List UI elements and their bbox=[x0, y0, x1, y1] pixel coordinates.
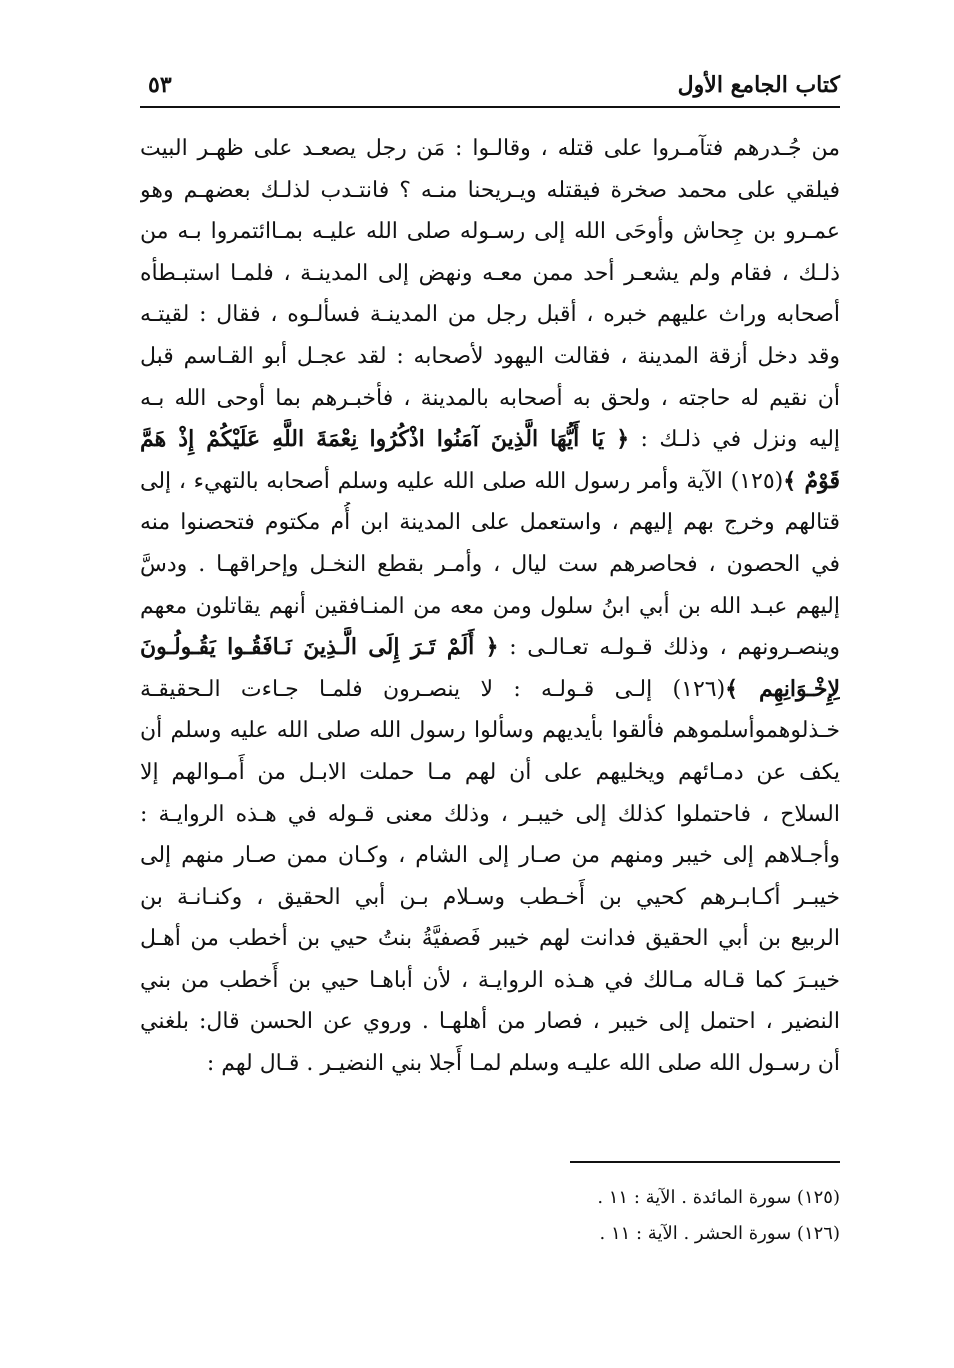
text-line: وقد دخل أزقة المدينة ، فقالت اليهود لأصحابه : لقد عجـل أبو القـاسم قبل bbox=[140, 343, 840, 369]
footnote: (١٢٦) سورة الحشر . الآية : ١١ . bbox=[599, 1223, 840, 1244]
text-segment: وينصـرونهم ، وذلك قـولـه تعـالـى : bbox=[509, 635, 840, 661]
text-line: إليهم عبـد الله بن أبي ابنُ سلول ومن معه من المنـافقين أنهم يقاتلون معهم bbox=[140, 593, 840, 619]
footnote-divider bbox=[570, 1161, 840, 1163]
text-line: خيبـرَ كما قـاله مـالك في هـذه الروايـة ، لأن أباهـا حيي بن أَخطب من بني bbox=[140, 967, 840, 993]
text-line: خيبـر أكـابـرهم كحيي بن أَخـطب وسـلام بـن أبي الحقيق ، وكنـانـة بن bbox=[140, 884, 840, 910]
text-line bbox=[140, 669, 840, 711]
book-title: كتاب الجامع الأول bbox=[677, 72, 840, 98]
text-line: قتالهم وخرج بهم إليهم ، واستعمل على المدينة ابن أُم مكتوم فتحصنوا منه bbox=[140, 510, 840, 536]
quran-quote: ﴿ يَا أَيُّهَا الَّذِينَ آمَنُوا اذْكُرُوا نِعْمَةَ اللَّهِ عَلَيْكُمْ إِذْ هَمَّ bbox=[140, 426, 630, 453]
text-line bbox=[140, 627, 840, 669]
text-line bbox=[140, 461, 840, 503]
text-segment: إلـى قـولـه : لا ينصـرون فلمـا جـاءت الـحقيقـة bbox=[140, 676, 653, 702]
header-divider bbox=[140, 106, 840, 108]
text-line: الربيع بن أبي الحقيق فدانت لهم خيبر فَصفيَّةُ بنتُ حيي بن أخطب من أهـل bbox=[140, 926, 840, 952]
text-line: أن رسـول الله صلى الله عليـه وسلم لمـا أَجلا بني النضيـر . قـال لهم : bbox=[206, 1051, 840, 1077]
text-line: فيلقي على محمد صخرة فيقتله ويـريحنا منـه ؟ فانتـدب لذلـك بعضهـم وهو bbox=[140, 177, 840, 203]
page-number: ٥٣ bbox=[148, 72, 172, 98]
body-text bbox=[140, 128, 840, 1085]
footnote-ref: (١٢٥) bbox=[730, 468, 784, 494]
text-line: خـذلوهموأسلموهم فألقوا بأيديهم وسألوا رسول الله صلى الله عليه وسلم أن bbox=[140, 718, 840, 744]
text-line: السلاح ، فاحتملوا كذلك إلى خيبـر ، وذلك معنى قـوله في هـذه الروايـة : bbox=[140, 801, 840, 827]
footnote: (١٢٥) سورة المائدة . الآية : ١١ . bbox=[597, 1187, 840, 1208]
text-line: النضير ، احتمل إلى خيبر ، فصار من أهلهـا . وروي عن الحسن قال: بلغني bbox=[140, 1009, 840, 1035]
footnotes bbox=[140, 1180, 840, 1252]
page-header bbox=[140, 70, 840, 106]
text-line bbox=[140, 419, 840, 461]
text-line: ذلـك ، فقام ولم يشعـر أحد ممن معـه ونهض إلى المدينـة ، فلمـا استبـطأه bbox=[140, 260, 840, 286]
text-line: في الحصون ، فحاصرهم ست ليال ، وأمـر بقطع النخـل وإحراقهـا . ودسَّ bbox=[140, 551, 840, 577]
quran-quote: ﴿ أَلَمْ تَـرَ إِلَى الَّـذِينَ نَـافَقُـوا يَقُـولُـونَ bbox=[140, 634, 499, 661]
text-segment: إليه ونزل في ذلـك : bbox=[640, 427, 840, 453]
text-line: يكف عن دمـائهم ويخليهم على أن لهم مـا حملت الابـل من أَمـوالهم إلا bbox=[140, 759, 840, 785]
text-line: عمـرو بن جِحاش وأوحَى الله إلى رسـوله صلى الله عليـه بمـاائتمروا بـه من bbox=[140, 219, 840, 245]
text-line: أصحابه وراث عليهم خبره ، أقبل رجل من المدينـة فسألـوه ، فقال : لقيتـه bbox=[140, 302, 840, 328]
footnote-ref: (١٢٦) bbox=[672, 676, 726, 702]
text-line: أن نقيم له حاجته ، ولحق به أصحابه بالمدينة ، فأخبـرهم بما أوحى الله بـه bbox=[140, 385, 840, 411]
text-line: وأجـلاهم إلى خيبر ومنهم من صـار إلى الشام ، وكـان ممن صـار منهم إلى bbox=[140, 843, 840, 869]
quran-quote: قَوْمٌ ﴾ bbox=[783, 467, 840, 494]
text-line: من جُـدرهم فتآمـروا على قتله ، وقالـوا : مَن رجل يصعـد على ظهـر البيت bbox=[140, 136, 840, 161]
text-segment: الآية وأمر رسول الله صلى الله عليه وسلم أصحابه بالتهيء ، إلى bbox=[140, 468, 723, 494]
quran-quote: لِإِخْـوَانِهِم ﴾ bbox=[725, 675, 840, 702]
